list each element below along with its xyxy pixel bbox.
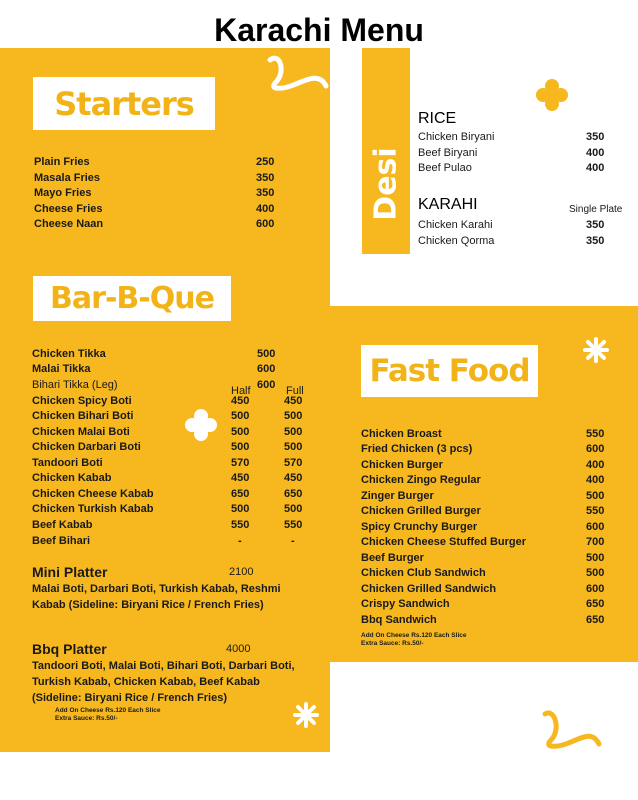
bbq-item-full: 500 <box>284 441 303 453</box>
bbq-item-half: 500 <box>231 426 250 438</box>
flower-decoration <box>535 78 569 112</box>
bbq-item-price: 600 <box>257 363 276 375</box>
starter-item-price: 400 <box>256 203 275 215</box>
page-title: Karachi Menu <box>214 12 424 48</box>
fast-food-item-name: Zinger Burger <box>361 490 434 502</box>
bbq-item-name: Bihari Tikka (Leg) <box>32 379 118 391</box>
fast-food-item-price: 600 <box>586 521 605 533</box>
fast-food-item-name: Chicken Broast <box>361 428 442 440</box>
bbq-item-name: Chicken Bihari Boti <box>32 410 134 422</box>
flower-decoration <box>184 408 218 442</box>
bbq-item-name: Chicken Cheese Kabab <box>32 488 154 500</box>
bbq-item-name: Chicken Turkish Kabab <box>32 503 154 515</box>
fast-food-item-name: Spicy Crunchy Burger <box>361 521 478 533</box>
fast-food-item-price: 550 <box>586 428 605 440</box>
bbq-platter-price: 4000 <box>226 643 251 655</box>
mini-platter-description: Malai Boti, Darbari Boti, Turkish Kabab, Reshmi Kabab (Sideline: Biryani Rice / French Fries) <box>32 583 281 611</box>
fast-food-item-name: Fried Chicken (3 pcs) <box>361 443 473 455</box>
bbq-platter-description: Tandoori Boti, Malai Boti, Bihari Boti, Darbari Boti, Turkish Kabab, Chicken Kabab, Beef Kabab (Sideline: Biryani Rice / French Fries) <box>32 660 295 704</box>
rice-heading: RICE <box>418 110 457 127</box>
bbq-column-half: Half <box>231 385 251 397</box>
rice-item-price: 350 <box>586 131 605 143</box>
bbq-heading: Bar-B-Que <box>50 281 214 316</box>
squiggle-decoration <box>262 52 332 96</box>
fast-food-item-price: 600 <box>586 443 605 455</box>
fast-food-note: Add On Cheese Rs.120 Each Slice <box>361 632 467 639</box>
bbq-item-price: 600 <box>257 379 276 391</box>
bbq-item-full: 450 <box>284 472 303 484</box>
sparkle-decoration <box>583 337 609 363</box>
mini-platter-name: Mini Platter <box>32 564 108 580</box>
fast-food-item-price: 550 <box>586 505 605 517</box>
fast-food-item-price: 500 <box>586 567 605 579</box>
bbq-item-name: Chicken Tikka <box>32 348 106 360</box>
karahi-unit-label: Single Plate <box>569 204 623 215</box>
fast-food-item-name: Chicken Cheese Stuffed Burger <box>361 536 527 548</box>
rice-item-name: Chicken Biryani <box>418 131 495 143</box>
desi-label <box>362 147 410 221</box>
starter-item-price: 350 <box>256 172 275 184</box>
bbq-item-half: 500 <box>231 441 250 453</box>
bbq-item-name: Tandoori Boti <box>32 457 103 469</box>
starter-item-price: 600 <box>256 218 275 230</box>
bbq-item-name: Chicken Darbari Boti <box>32 441 141 453</box>
fast-food-item-price: 400 <box>586 474 605 486</box>
bbq-item-price: 500 <box>257 348 276 360</box>
bbq-item-half: 500 <box>231 410 250 422</box>
rice-item-price: 400 <box>586 162 605 174</box>
karahi-item-name: Chicken Qorma <box>418 235 495 247</box>
bbq-item-full: 550 <box>284 519 303 531</box>
bbq-item-full: 570 <box>284 457 303 469</box>
fast-food-item-price: 400 <box>586 459 605 471</box>
fast-food-item-name: Crispy Sandwich <box>361 598 450 610</box>
bbq-platter-name: Bbq Platter <box>32 641 107 657</box>
bbq-item-half: 450 <box>231 395 250 407</box>
bbq-item-full: - <box>291 535 295 547</box>
fast-food-heading: Fast Food <box>369 353 530 389</box>
karahi-item-price: 350 <box>586 219 605 231</box>
karahi-heading: KARAHI <box>418 196 478 213</box>
bbq-item-half: 550 <box>231 519 250 531</box>
bbq-item-half: 500 <box>231 503 250 515</box>
fast-food-item-name: Bbq Sandwich <box>361 614 437 626</box>
starter-item-name: Plain Fries <box>34 156 90 168</box>
starter-item-name: Masala Fries <box>34 172 101 184</box>
rice-item-price: 400 <box>586 147 605 159</box>
bbq-item-half: 450 <box>231 472 250 484</box>
starter-item-name: Cheese Naan <box>34 218 104 230</box>
bbq-heading-box <box>33 276 231 321</box>
bbq-item-full: 500 <box>284 410 303 422</box>
bbq-item-half: 650 <box>231 488 250 500</box>
bbq-item-full: 500 <box>284 503 303 515</box>
fast-food-item-name: Chicken Zingo Regular <box>361 474 481 486</box>
starters-heading: Starters <box>54 84 194 123</box>
rice-item-name: Beef Biryani <box>418 147 478 159</box>
rice-item-name: Beef Pulao <box>418 162 472 174</box>
fast-food-item-price: 700 <box>586 536 605 548</box>
fast-food-item-name: Chicken Grilled Burger <box>361 505 481 517</box>
bbq-column-full: Full <box>286 385 304 397</box>
fast-food-item-name: Chicken Club Sandwich <box>361 567 486 579</box>
starters-heading-box <box>33 77 215 130</box>
starter-item-name: Cheese Fries <box>34 203 103 215</box>
bbq-item-name: Malai Tikka <box>32 363 91 375</box>
bbq-item-name: Chicken Kabab <box>32 472 112 484</box>
bbq-item-name: Beef Bihari <box>32 535 91 547</box>
bbq-item-half: 570 <box>231 457 250 469</box>
squiggle-decoration <box>535 708 605 754</box>
fast-food-note: Extra Sauce: Rs.50/- <box>361 640 424 647</box>
fast-food-item-price: 500 <box>586 552 605 564</box>
fast-food-item-price: 500 <box>586 490 605 502</box>
bbq-item-half: - <box>238 535 242 547</box>
fast-food-heading-box <box>361 345 538 397</box>
bbq-item-name: Chicken Malai Boti <box>32 426 130 438</box>
bbq-item-name: Beef Kabab <box>32 519 93 531</box>
starter-item-price: 250 <box>256 156 275 168</box>
bbq-item-full: 500 <box>284 426 303 438</box>
bbq-note: Add On Cheese Rs.120 Each Slice <box>55 707 161 714</box>
bbq-item-name: Chicken Spicy Boti <box>32 395 132 407</box>
fast-food-item-name: Chicken Burger <box>361 459 443 471</box>
fast-food-item-price: 600 <box>586 583 605 595</box>
karahi-item-price: 350 <box>586 235 605 247</box>
starter-item-name: Mayo Fries <box>34 187 92 199</box>
mini-platter-price: 2100 <box>229 566 254 578</box>
bbq-item-full: 450 <box>284 395 303 407</box>
starter-item-price: 350 <box>256 187 275 199</box>
bbq-item-full: 650 <box>284 488 303 500</box>
fast-food-item-price: 650 <box>586 598 605 610</box>
desi-label-text: Desi <box>368 147 404 221</box>
fast-food-item-price: 650 <box>586 614 605 626</box>
bbq-note: Extra Sauce: Rs.50/- <box>55 715 118 722</box>
fast-food-item-name: Beef Burger <box>361 552 424 564</box>
fast-food-item-name: Chicken Grilled Sandwich <box>361 583 497 595</box>
karahi-item-name: Chicken Karahi <box>418 219 493 231</box>
